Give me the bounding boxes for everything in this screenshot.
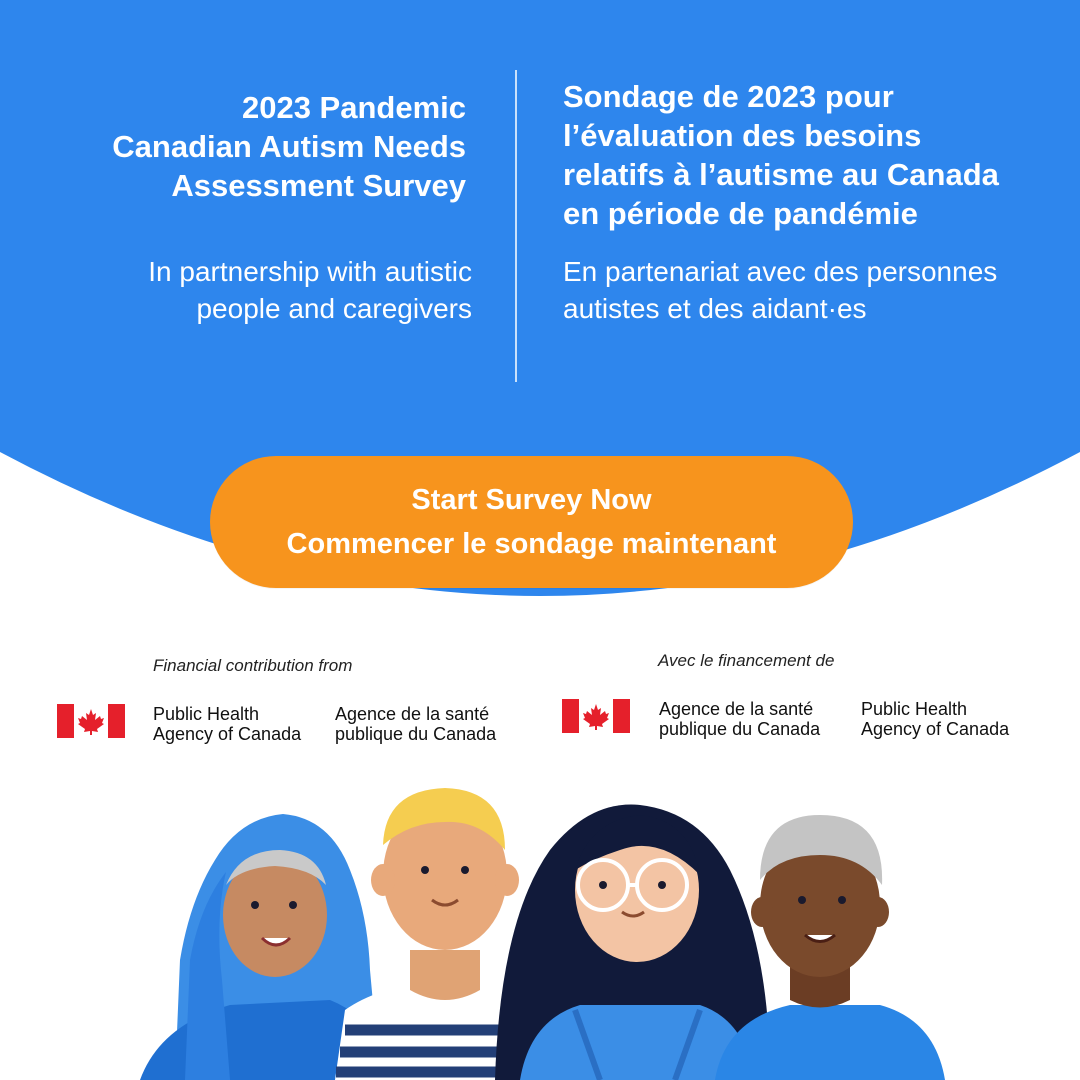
title-french (563, 77, 1063, 233)
title-fr-line: relatifs à l’autisme au Canada (563, 157, 999, 192)
start-survey-label-fr: Commencer le sondage maintenant (286, 528, 777, 560)
agency-name-en (861, 699, 1009, 739)
canada-flag-icon (57, 704, 125, 738)
title-english (46, 88, 466, 205)
agency-line: Public Health (153, 704, 260, 724)
subtitle-en-line: In partnership with autistic (148, 256, 472, 287)
people-group-illustration (140, 788, 945, 1080)
subtitle-en-line: people and caregivers (196, 293, 472, 324)
agency-line: Agence de la santé (335, 704, 490, 724)
subtitle-french (563, 253, 1063, 327)
subtitle-fr-line: autistes et des aidant·es (563, 293, 867, 324)
agency-line: Public Health (861, 699, 968, 719)
agency-name-fr (659, 699, 820, 739)
title-en-line: Canadian Autism Needs (112, 129, 466, 164)
start-survey-button[interactable] (210, 456, 853, 588)
agency-line: Agency of Canada (153, 724, 302, 744)
title-en-line: 2023 Pandemic (241, 90, 466, 125)
start-survey-label-en: Start Survey Now (411, 484, 652, 516)
title-fr-line: l’évaluation des besoins (563, 118, 922, 153)
title-en-line: Assessment Survey (171, 168, 466, 203)
agency-line: Agency of Canada (861, 719, 1010, 739)
agency-name-en (153, 704, 301, 744)
agency-line: publique du Canada (659, 719, 821, 739)
funding-label-en: Financial contribution from (153, 656, 353, 675)
title-fr-line: Sondage de 2023 pour (563, 79, 894, 114)
agency-name-fr (335, 704, 496, 744)
agency-line: Agence de la santé (659, 699, 814, 719)
agency-line: publique du Canada (335, 724, 497, 744)
header-divider (515, 70, 517, 382)
person-glasses-icon (495, 805, 770, 1080)
subtitle-english (32, 253, 472, 327)
funding-label-fr: Avec le financement de (658, 651, 835, 670)
title-fr-line: en période de pandémie (563, 196, 918, 231)
canada-flag-icon (562, 699, 630, 733)
subtitle-fr-line: En partenariat avec des personnes (563, 256, 998, 287)
